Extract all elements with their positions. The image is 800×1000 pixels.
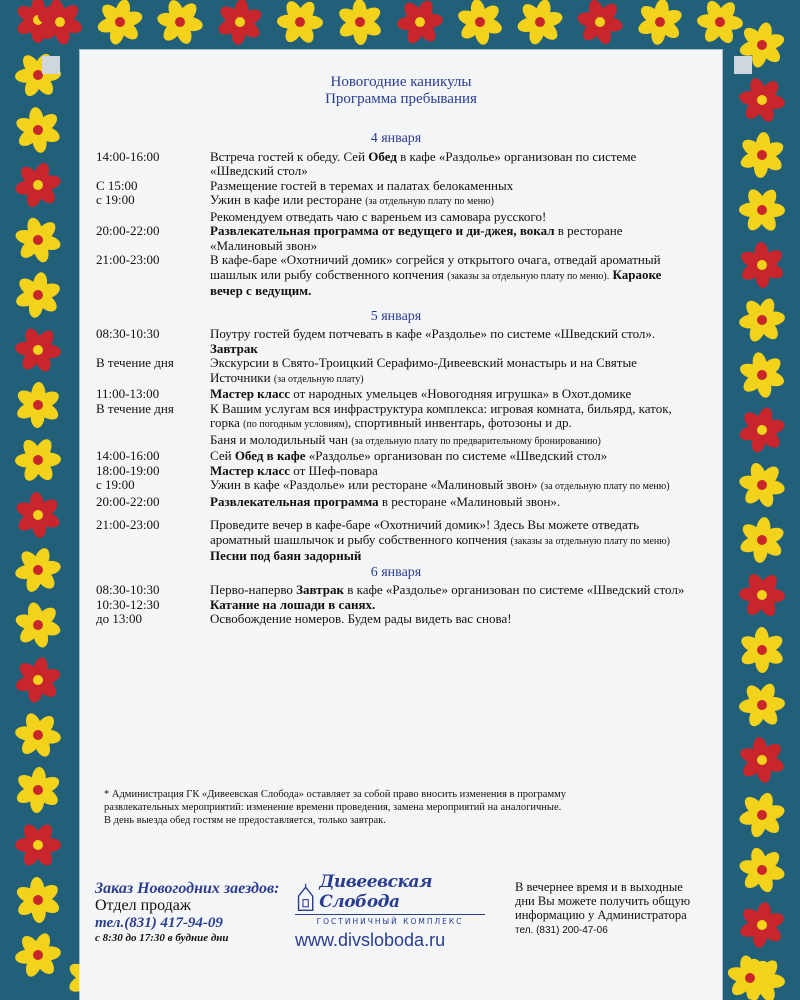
row-description: Перво-наперво Завтрак в кафе «Раздолье» организован по системе «Шведский стол» (210, 582, 685, 597)
row-time: 21:00-23:00 (96, 252, 160, 267)
row-description: Рекомендуем отведать чаю с вареньем из самовара русского! (210, 208, 547, 224)
day-heading: 5 января (370, 308, 422, 324)
row-time: 11:00-13:00 (96, 386, 160, 401)
row-time: 21:00-23:00 (96, 517, 160, 532)
row-description: Освобождение номеров. Будем рады видеть вас снова! (210, 611, 512, 626)
row-time: с 19:00 (96, 192, 135, 207)
page-title: Новогодние каникулы (330, 74, 472, 90)
schedule (96, 130, 696, 627)
order-phone[interactable]: тел.(831) 417-94-09 (95, 915, 223, 931)
row-description: Развлекательная программа в ресторане «Малиновый звон». (210, 493, 561, 509)
corner-square-right (734, 56, 752, 74)
schedule-row (96, 387, 696, 402)
evening-info (515, 880, 705, 938)
schedule-row (96, 193, 696, 210)
schedule-row (96, 253, 696, 299)
page-header (80, 74, 722, 108)
schedule-row (96, 478, 696, 495)
row-description: Сей Обед в кафе «Раздолье» организован по системе «Шведский стол» (210, 448, 608, 463)
logo-subtitle: ГОСТИНИЧНЫЙ КОМПЛЕКС (295, 914, 485, 926)
row-time: 20:00-22:00 (96, 493, 160, 509)
logo-name: Дивеевская Слобода (319, 872, 433, 912)
schedule-row (96, 464, 696, 479)
row-description: Поутру гостей будем потчевать в кафе «Раздолье» по системе «Шведский стол». Завтрак (210, 326, 656, 356)
schedule-row (96, 583, 696, 598)
row-time: В течение дня (96, 400, 174, 416)
row-description: К Вашим услугам вся инфраструктура комплекса: игровая комната, бильярд, каток, горка (по погодным условиям), спортивный инвентарь, фотозоны и др. (210, 400, 672, 430)
row-time: В течение дня (96, 355, 174, 370)
row-time: 20:00-22:00 (96, 223, 160, 238)
schedule-row (96, 612, 696, 627)
row-description: Проведите вечер в кафе-баре «Охотничий домик»! Здесь Вы можете отведать ароматный шашлычок и рыбу собственного копчения (заказы за отдельную плату по меню) (210, 517, 670, 547)
schedule-row (96, 449, 696, 464)
order-hours: с 8:30 до 17:30 в будние дни (95, 932, 229, 944)
day-heading: 6 января (370, 564, 422, 580)
info-text: В вечернее время и в выходные дни Вы можете получить общую информацию у Администратора (515, 880, 691, 922)
schedule-row (96, 402, 696, 433)
row-time: 10:30-12:30 (96, 596, 160, 612)
row-description: Ужин в кафе или ресторане (за отдельную плату по меню) (210, 192, 494, 207)
corner-square-left (42, 56, 60, 74)
day-heading: 4 января (370, 131, 422, 146)
order-title: Заказ Новогодних заездов: (95, 880, 280, 897)
schedule-row (96, 179, 696, 194)
schedule-row (96, 210, 696, 225)
row-time: 08:30-10:30 (96, 582, 160, 597)
website-link[interactable]: www.divsloboda.ru (295, 930, 446, 950)
schedule-row (96, 598, 696, 613)
schedule-row (96, 518, 696, 549)
row-time: с 19:00 (96, 477, 135, 492)
row-description: В кафе-баре «Охотничий домик» согрейся у открытого очага, отведай ароматный шашлык или рыбу собственного копчения (заказы за отдельную плату по меню). Караоке вечер с ведущим. (210, 252, 662, 298)
schedule-row (96, 150, 696, 179)
disclaimer-note: * Администрация ГК «Дивеевская Слобода» оставляет за собой право вносить изменения в программу развлекательных мероприятий: изменение времени проведения, замена мероприятий на аналогичные. В день выезда обед гостям не предоставляется, только завтрак. (104, 789, 567, 826)
schedule-row (96, 549, 696, 564)
row-time: 14:00-16:00 (96, 148, 160, 164)
schedule-row (96, 495, 696, 510)
row-time: С 15:00 (96, 177, 138, 193)
row-description: Мастер класс от народных умельцев «Новогодняя игрушка» в Охот.домике (210, 386, 632, 401)
schedule-row (96, 356, 696, 387)
row-description: Размещение гостей в теремах и палатах белокаменных (210, 177, 514, 193)
schedule-row (96, 224, 696, 253)
row-description: Мастер класс от Шеф-повара (210, 462, 378, 478)
schedule-row (96, 433, 696, 450)
row-time: 18:00-19:00 (96, 462, 160, 478)
row-description: Развлекательная программа от ведущего и ди-джея, вокал в ресторане «Малиновый звон» (210, 223, 623, 253)
row-description: Баня и молодильный чан (за отдельную плату по предварительному бронированию) (210, 431, 601, 447)
row-description: Экскурсии в Свято-Троицкий Серафимо-Дивеевский монастырь и на Святые Источники (за отдельную плату) (210, 355, 637, 385)
schedule-row (96, 327, 696, 356)
info-phone[interactable]: тел. (831) 200-47-06 (515, 925, 608, 936)
row-description: Песни под баян задорный (210, 548, 362, 563)
order-department: Отдел продаж (95, 897, 191, 914)
page-subtitle: Программа пребывания (325, 91, 477, 107)
order-contact (95, 880, 285, 944)
row-description: Катание на лошади в санях. (210, 596, 376, 612)
hotel-logo (295, 872, 495, 951)
row-time: до 13:00 (96, 611, 142, 626)
row-description: Встреча гостей к обеду. Сей Обед в кафе «Раздолье» организован по системе «Шведский стол» (210, 148, 637, 178)
row-time: 14:00-16:00 (96, 448, 160, 463)
row-description: Ужин в кафе «Раздолье» или ресторане «Малиновый звон» (за отдельную плату по меню) (210, 477, 670, 492)
tower-icon (295, 882, 316, 912)
row-time: 08:30-10:30 (96, 326, 160, 341)
